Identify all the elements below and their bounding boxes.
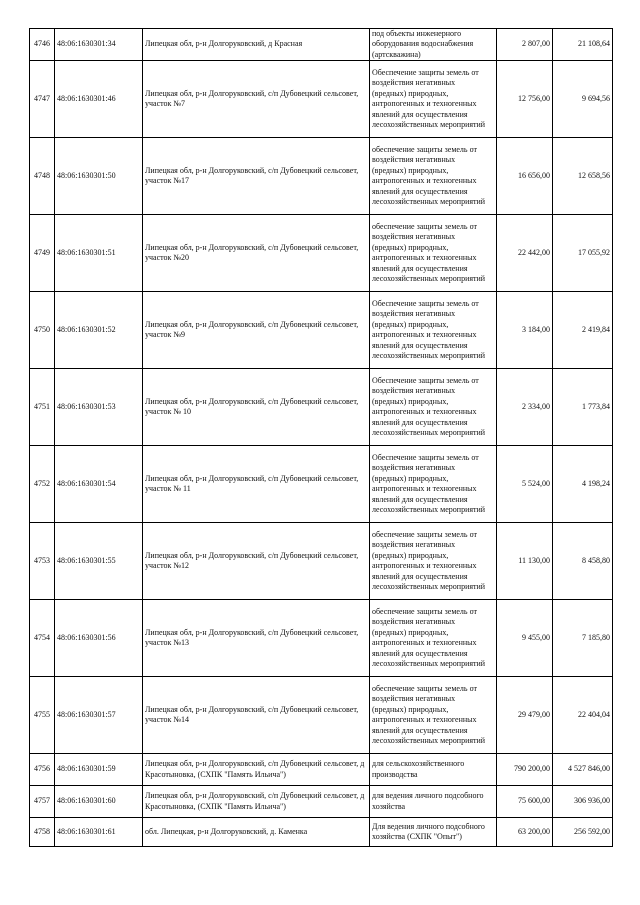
cadastral-number: 48:06:1630301:52: [55, 292, 143, 369]
cadastral-number: 48:06:1630301:55: [55, 523, 143, 600]
cadastral-value-cell: 21 108,64: [553, 29, 613, 61]
table-row: [30, 600, 613, 677]
cadastral-number: 48:06:1630301:59: [55, 754, 143, 786]
cadastral-value-cell: 9 694,56: [553, 61, 613, 138]
table-row: [30, 369, 613, 446]
table-body: [30, 29, 613, 847]
land-use-cell: обеспечение защиты земель от воздействия негативных (вредных) природных, антропогенных и техногенных явлений для осуществления лесохозяйственных мероприятий: [370, 138, 497, 215]
cadastral-number: 48:06:1630301:54: [55, 446, 143, 523]
table-row: [30, 215, 613, 292]
cadastral-number: 48:06:1630301:53: [55, 369, 143, 446]
cadastral-value-cell: 306 936,00: [553, 786, 613, 818]
cadastral-number: 48:06:1630301:46: [55, 61, 143, 138]
area-cell: 75 600,00: [497, 786, 553, 818]
area-cell: 2 334,00: [497, 369, 553, 446]
address-cell: Липецкая обл, р-н Долгоруковский, с/п Дубовецкий сельсовет, д Красотыновка, (СХПК "Память Ильича"): [143, 754, 370, 786]
cadastral-number: 48:06:1630301:57: [55, 677, 143, 754]
row-number: 4748: [30, 138, 55, 215]
row-number: 4746: [30, 29, 55, 61]
cadastral-value-cell: 4 198,24: [553, 446, 613, 523]
table-row: [30, 29, 613, 61]
cadastral-value-cell: 4 527 846,00: [553, 754, 613, 786]
cadastral-number: 48:06:1630301:50: [55, 138, 143, 215]
area-cell: 29 479,00: [497, 677, 553, 754]
cadastral-value-cell: 22 404,04: [553, 677, 613, 754]
cadastral-number: 48:06:1630301:60: [55, 786, 143, 818]
cadastral-number: 48:06:1630301:51: [55, 215, 143, 292]
area-cell: 2 807,00: [497, 29, 553, 61]
land-use-cell: обеспечение защиты земель от воздействия негативных (вредных) природных, антропогенных и техногенных явлений для осуществления лесохозяйственных мероприятий: [370, 600, 497, 677]
row-number: 4758: [30, 818, 55, 847]
cadastral-number: 48:06:1630301:56: [55, 600, 143, 677]
row-number: 4754: [30, 600, 55, 677]
address-cell: Липецкая обл, р-н Долгоруковский, с/п Дубовецкий сельсовет, участок №9: [143, 292, 370, 369]
table-row: [30, 818, 613, 847]
land-use-cell: обеспечение защиты земель от воздействия негативных (вредных) природных, антропогенных и техногенных явлений для осуществления лесохозяйственных мероприятий: [370, 215, 497, 292]
address-cell: Липецкая обл, р-н Долгоруковский, с/п Дубовецкий сельсовет, участок № 11: [143, 446, 370, 523]
land-use-cell: Для ведения личного подсобного хозяйства (СХПК "Опыт"): [370, 818, 497, 847]
cadastral-number: 48:06:1630301:34: [55, 29, 143, 61]
table-row: [30, 446, 613, 523]
address-cell: Липецкая обл, р-н Долгоруковский, с/п Дубовецкий сельсовет, участок №17: [143, 138, 370, 215]
table-row: [30, 61, 613, 138]
area-cell: 5 524,00: [497, 446, 553, 523]
land-use-cell: Обеспечение защиты земель от воздействия негативных (вредных) природных, антропогенных и техногенных явлений для осуществления лесохозяйственных мероприятий: [370, 369, 497, 446]
cadastral-value-cell: 256 592,00: [553, 818, 613, 847]
cadastral-number: 48:06:1630301:61: [55, 818, 143, 847]
table-row: [30, 677, 613, 754]
cadastral-value-cell: 1 773,84: [553, 369, 613, 446]
cadastral-value-cell: 7 185,80: [553, 600, 613, 677]
cadastral-value-cell: 17 055,92: [553, 215, 613, 292]
area-cell: 22 442,00: [497, 215, 553, 292]
table-row: [30, 292, 613, 369]
table-row: [30, 786, 613, 818]
area-cell: 11 130,00: [497, 523, 553, 600]
area-cell: 12 756,00: [497, 61, 553, 138]
table-row: [30, 138, 613, 215]
row-number: 4751: [30, 369, 55, 446]
land-use-cell: обеспечение защиты земель от воздействия негативных (вредных) природных, антропогенных и техногенных явлений для осуществления лесохозяйственных мероприятий: [370, 523, 497, 600]
land-use-cell: для сельскохозяйственного производства: [370, 754, 497, 786]
row-number: 4752: [30, 446, 55, 523]
row-number: 4757: [30, 786, 55, 818]
row-number: 4756: [30, 754, 55, 786]
land-register-table: [29, 28, 613, 847]
cadastral-value-cell: 8 458,80: [553, 523, 613, 600]
area-cell: 16 656,00: [497, 138, 553, 215]
area-cell: 790 200,00: [497, 754, 553, 786]
cadastral-value-cell: 2 419,84: [553, 292, 613, 369]
land-use-cell: Обеспечение защиты земель от воздействия негативных (вредных) природных, антропогенных и техногенных явлений для осуществления лесохозяйственных мероприятий: [370, 61, 497, 138]
address-cell: Липецкая обл, р-н Долгоруковский, с/п Дубовецкий сельсовет, участок №20: [143, 215, 370, 292]
row-number: 4749: [30, 215, 55, 292]
row-number: 4755: [30, 677, 55, 754]
address-cell: Липецкая обл, р-н Долгоруковский, д Красная: [143, 29, 370, 61]
land-use-cell: для ведения личного подсобного хозяйства: [370, 786, 497, 818]
address-cell: Липецкая обл, р-н Долгоруковский, с/п Дубовецкий сельсовет, д Красотыновка, (СХПК "Память Ильича"): [143, 786, 370, 818]
address-cell: обл. Липецкая, р-н Долгоруковский, д. Каменка: [143, 818, 370, 847]
address-cell: Липецкая обл, р-н Долгоруковский, с/п Дубовецкий сельсовет, участок № 10: [143, 369, 370, 446]
address-cell: Липецкая обл, р-н Долгоруковский, с/п Дубовецкий сельсовет, участок №7: [143, 61, 370, 138]
row-number: 4750: [30, 292, 55, 369]
land-use-cell: Обеспечение защиты земель от воздействия негативных (вредных) природных, антропогенных и техногенных явлений для осуществления лесохозяйственных мероприятий: [370, 446, 497, 523]
address-cell: Липецкая обл, р-н Долгоруковский, с/п Дубовецкий сельсовет, участок №14: [143, 677, 370, 754]
row-number: 4753: [30, 523, 55, 600]
table-row: [30, 523, 613, 600]
address-cell: Липецкая обл, р-н Долгоруковский, с/п Дубовецкий сельсовет, участок №12: [143, 523, 370, 600]
area-cell: 9 455,00: [497, 600, 553, 677]
area-cell: 63 200,00: [497, 818, 553, 847]
address-cell: Липецкая обл, р-н Долгоруковский, с/п Дубовецкий сельсовет, участок №13: [143, 600, 370, 677]
table-row: [30, 754, 613, 786]
land-use-cell: Обеспечение защиты земель от воздействия негативных (вредных) природных, антропогенных и техногенных явлений для осуществления лесохозяйственных мероприятий: [370, 292, 497, 369]
land-use-cell: под объекты инженерного оборудования водоснабжения (артскважина): [370, 29, 497, 61]
row-number: 4747: [30, 61, 55, 138]
area-cell: 3 184,00: [497, 292, 553, 369]
land-use-cell: обеспечение защиты земель от воздействия негативных (вредных) природных, антропогенных и техногенных явлений для осуществления лесохозяйственных мероприятий: [370, 677, 497, 754]
cadastral-value-cell: 12 658,56: [553, 138, 613, 215]
